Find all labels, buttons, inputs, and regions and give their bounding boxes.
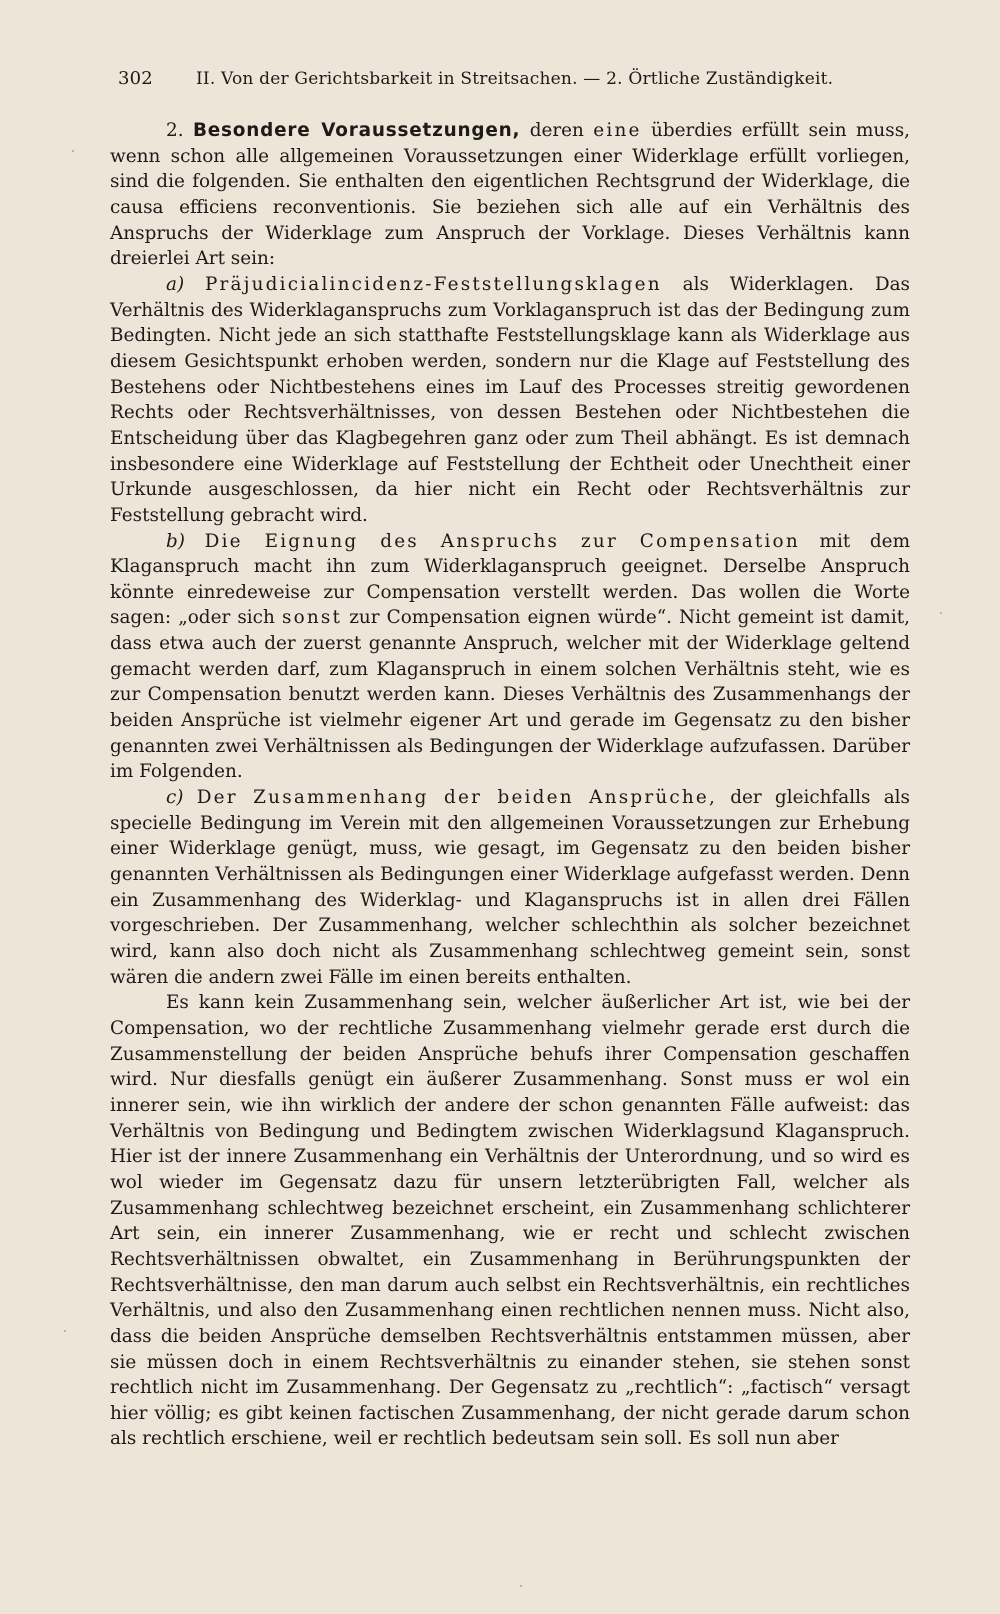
subsection-heading-a: Präjudicialincidenz-Feststellungsklagen [204, 273, 662, 295]
paragraph-text: der gleichfalls als specielle Bedingung im Verein mit den allgemeinen Voraussetzungen zur Erhebung einer Widerklage genügt, muss, wie gesagt, im Gegensatz zu den beiden bisher genannten Verhältnissen als Bedingungen einer Widerklage aufgefasst werden. Denn ein Zusammenhang des Widerklag- und Klaganspruchs ist in allen drei Fällen vorgeschrieben. Der Zusammenhang, welcher schlechthin als solcher bezeichnet wird, kann also doch nicht als Zusammenhang schlechtweg gemeint sein, sonst wären die andern zwei Fälle im einen bereits enthalten. [110, 787, 910, 988]
paper-speck [940, 612, 942, 614]
paper-speck [64, 1330, 66, 1332]
paragraph-text: überdies erfüllt sein muss, wenn schon alle allgemeinen Voraussetzungen einer Widerklage erfüllt vorliegen, sind die folgenden. Sie enthalten den eigentlichen Rechtsgrund der Widerklage, die causa efficiens reconventionis. Sie beziehen sich alle auf ein Verhältnis des Anspruchs der Widerklage zum Anspruch der Vorklage. Dieses Verhältnis kann dreierlei Art sein: [110, 120, 911, 270]
paragraph-text: mit dem Klaganspruch macht ihn zum Widerklaganspruch geeignet. Derselbe Anspruch könnte einredeweise zur Compensation verstellt werden. Das wollen die Worte sagen: „oder sich [110, 530, 911, 629]
paragraph-text: zur Compensation eignen würde“. Nicht gemeint ist damit, dass etwa auch der zuerst genannte Anspruch, welcher mit der Widerklage geltend gemacht werden darf, zum Klaganspruch in einem solchen Verhältnis steht, wie es zur Compensation benutzt werden kann. Dieses Verhältnis des Zusammenhangs der beiden Ansprüche ist vielmehr eigener Art und gerade im Gegensatz zu den bisher genannten zwei Verhältnissen als Bedingungen der Widerklage aufzufassen. Darüber im Folgenden. [110, 607, 910, 783]
paragraph-a-praejudicialincidenz [110, 272, 910, 529]
page-header [118, 64, 895, 94]
subsection-label-a: a) [166, 273, 185, 295]
running-title: II. Von der Gerichtsbarkeit in Streitsachen. — 2. Örtliche Zuständigkeit. [196, 69, 834, 89]
section-heading: Besondere Voraussetzungen, [192, 120, 521, 141]
subsection-label-c: c) [166, 787, 184, 809]
subsection-heading-b: Die Eignung des Anspruchs zur Compensation [204, 530, 800, 552]
spaced-word: sonst [281, 607, 343, 629]
paragraph-b-compensation [110, 529, 910, 786]
paper-speck [72, 150, 74, 152]
paragraph-text: deren [520, 120, 594, 141]
spaced-word: eine [593, 120, 642, 141]
page-number: 302 [118, 68, 153, 89]
paragraph-zusammenhang-discussion [110, 990, 910, 1452]
subsection-heading-c: Der Zusammenhang der beiden Ansprüche, [196, 787, 718, 809]
paragraph-c-zusammenhang [110, 785, 910, 990]
body-text [110, 118, 910, 1553]
paragraph-text: Es kann kein Zusammenhang sein, welcher äußerlicher Art ist, wie bei der Compensation, wo der rechtliche Zusammenhang vielmehr gerade erst durch die Zusammenstellung der beiden Ansprüche behufs ihrer Compensation geschaffen wird. Nur diesfalls genügt ein äußerer Zusammenhang. Sonst muss er wol ein innerer sein, wie ihn wirklich der andere der schon genannten Fälle aufweist: das Verhältnis von Bedingung und Bedingtem zwischen Widerklagsund Klaganspruch. Hier ist der innere Zusammenhang ein Verhältnis der Unterordnung, und so wird es wol wieder im Gegensatz dazu für unsern letzterübrigten Fall, welcher als Zusammenhang schlechtweg bezeichnet erscheint, ein Zusammenhang schlichterer Art sein, ein innerer Zusammenhang, wie er recht und schlecht zwischen Rechtsverhältnissen obwaltet, ein Zusammenhang in Berührungspunkten der Rechtsverhältnisse, den man darum auch selbst ein Rechtsverhältnis, ein rechtliches Verhältnis, und also den Zusammenhang einen rechtlichen nennen muss. Nicht also, dass die beiden Ansprüche demselben Rechtsverhältnis entstammen müssen, aber sie müssen doch in einem Rechtsverhältnis zu einander stehen, sie stehen sonst rechtlich nicht im Zusammenhang. Der Gegensatz zu „rechtlich“: „factisch“ versagt hier völlig; es gibt keinen factischen Zusammenhang, der nicht gerade darum schon als rechtlich erschiene, weil er rechtlich bedeutsam sein soll. Es soll nun aber [110, 992, 910, 1450]
section-number: 2. [166, 120, 184, 141]
subsection-label-b: b) [166, 530, 185, 552]
paragraph-besondere-voraussetzungen [110, 118, 910, 272]
paper-speck [520, 1585, 522, 1587]
paragraph-text: als Widerklagen. Das Verhältnis des Widerklaganspruchs zum Vorklaganspruch ist das der Bedingung zum Bedingten. Nicht jede an sich statthafte Feststellungsklage kann als Widerklage aus diesem Gesichtspunkt erhoben werden, sondern nur die Klage auf Feststellung des Bestehens oder Nichtbestehens eines im Lauf des Processes streitig gewordenen Rechts oder Rechtsverhältnisses, von dessen Bestehen oder Nichtbestehen die Entscheidung über das Klagbegehren ganz oder zum Theil abhängt. Es ist demnach insbesondere eine Widerklage auf Feststellung der Echtheit oder Unechtheit einer Urkunde ausgeschlossen, da hier nicht ein Recht oder Rechtsverhältnis zur Feststellung gebracht wird. [110, 273, 910, 526]
